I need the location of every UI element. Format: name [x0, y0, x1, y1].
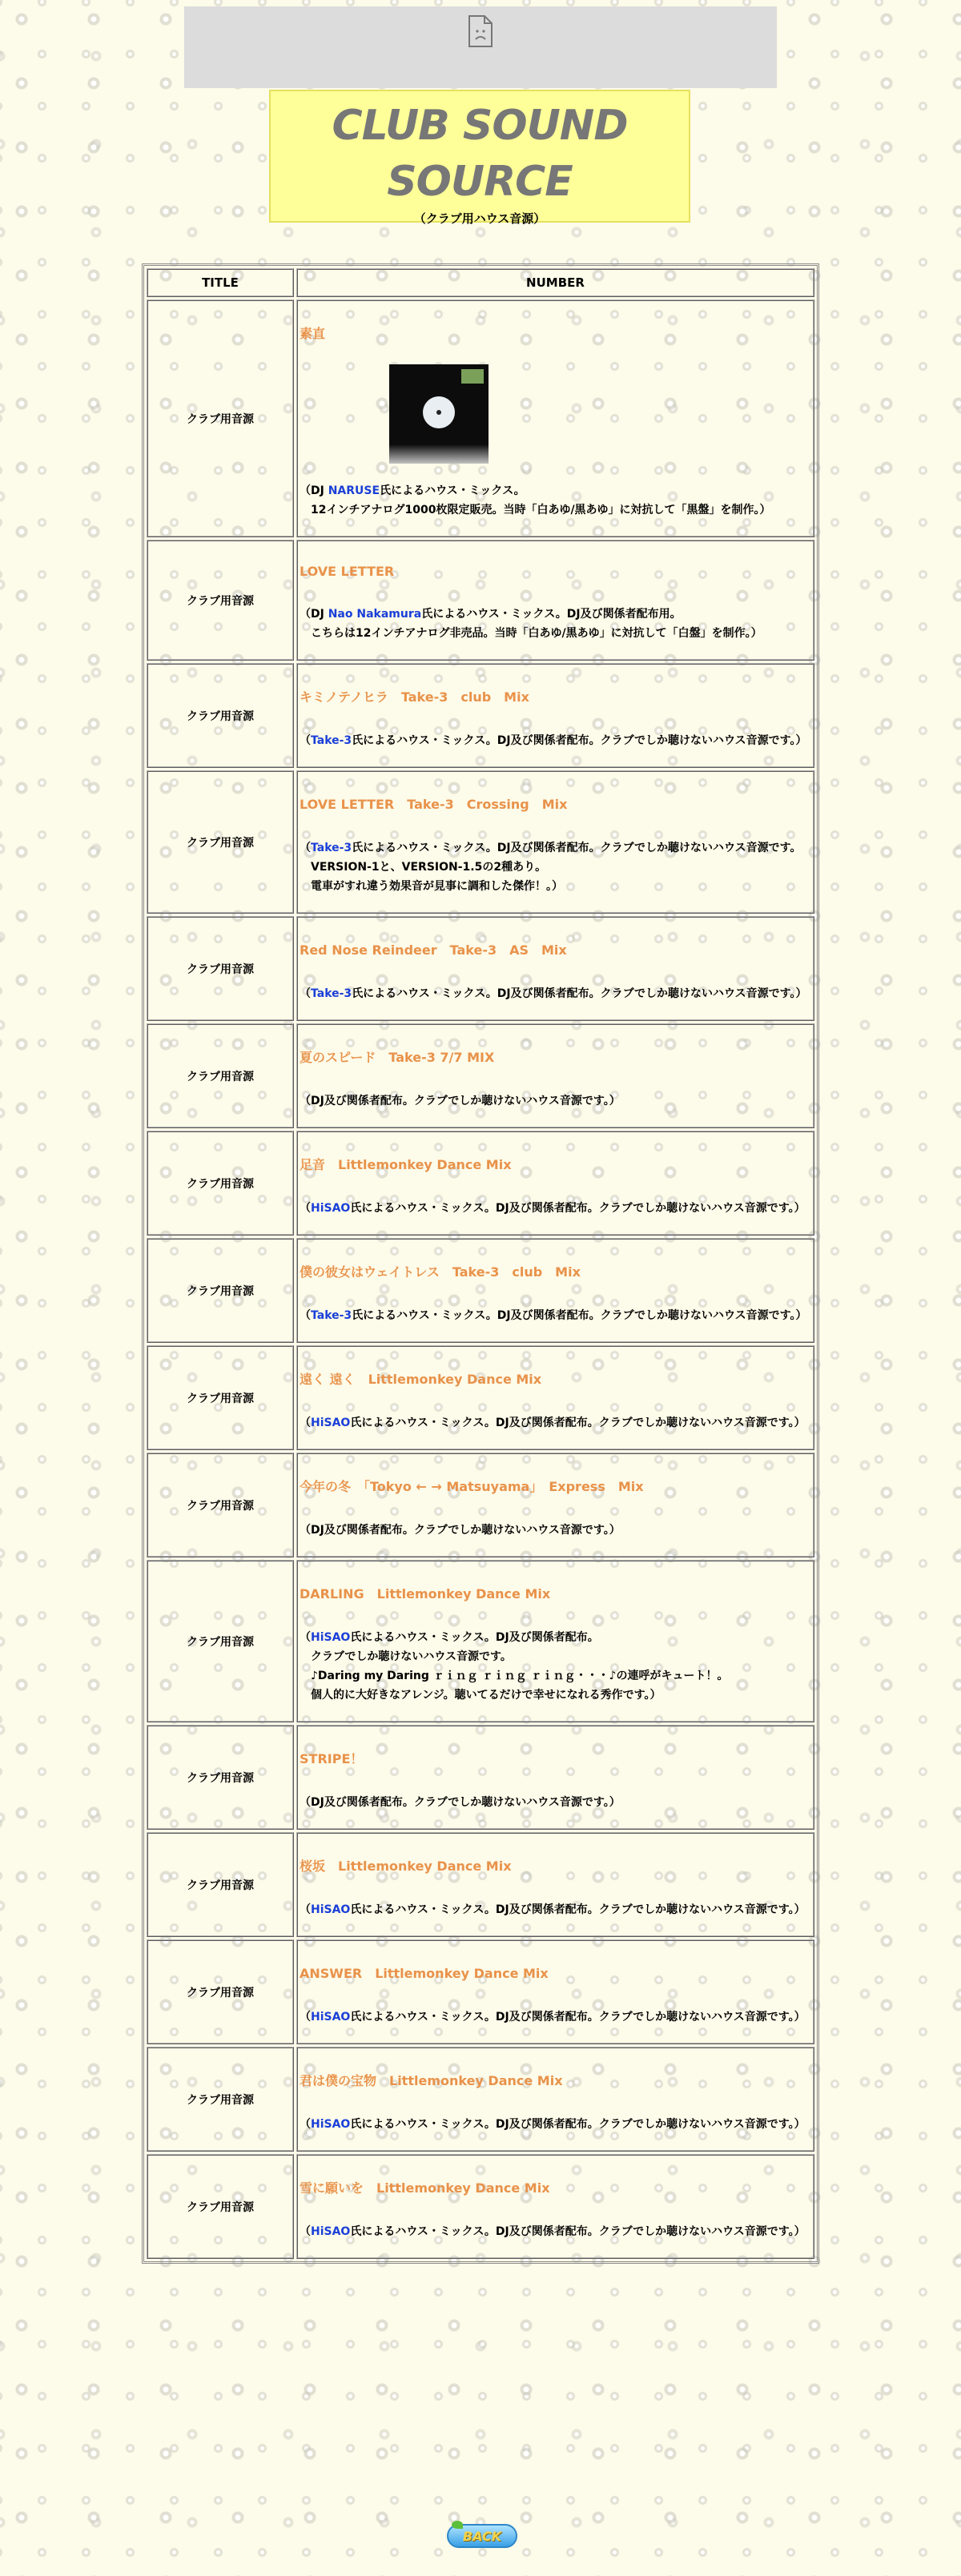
description-line [300, 858, 810, 877]
description-text: ♪Daring my Daring ｒｉｎｇ ｒｉｎｇ ｒｉｎｇ・・・♪の連呼がキュート！。 [300, 1670, 729, 1682]
row-category: クラブ用音源 [147, 663, 294, 768]
artist-link[interactable]: Take-3 [311, 1309, 352, 1322]
description-line [300, 624, 810, 643]
row-category: クラブ用音源 [147, 916, 294, 1021]
artist-link[interactable]: Take-3 [311, 987, 352, 1000]
song-title: LOVE LETTER [300, 564, 395, 579]
song-description [300, 605, 810, 643]
row-category: クラブ用音源 [147, 1453, 294, 1557]
artist-link[interactable]: HiSAO [311, 1903, 351, 1916]
description-line [300, 1306, 810, 1325]
song-description [300, 984, 810, 1003]
description-text: 氏によるハウス・ミックス。 [380, 484, 525, 497]
description-text: 氏によるハウス・ミックス。DJ及び関係者配布。クラブでしか聴けないハウス音源です。） [352, 1309, 807, 1322]
artist-link[interactable]: HiSAO [311, 1202, 351, 1215]
description-text: こちらは12インチアナログ非売品。当時「白あゆ/黒あゆ」に対抗して「白盤」を制作。） [300, 627, 762, 640]
description-text: （ [300, 1417, 311, 1429]
row-details [296, 1832, 814, 1937]
description-line [300, 877, 810, 896]
table-row [147, 2047, 814, 2152]
description-text: （DJ及び関係者配布。クラブでしか聴けないハウス音源です。） [300, 1095, 621, 1107]
row-details [296, 1238, 814, 1343]
description-text: （DJ及び関係者配布。クラブでしか聴けないハウス音源です。） [300, 1524, 621, 1537]
description-text: 個人的に大好きなアレンジ。聴いてるだけで幸せになれる秀作です。） [300, 1689, 661, 1702]
description-text: 電車がすれ違う効果音が見事に調和した傑作！。） [300, 880, 563, 893]
artist-link[interactable]: HiSAO [311, 2118, 351, 2131]
table-row [147, 1939, 814, 2044]
table-body [147, 299, 814, 2259]
table-row [147, 1131, 814, 1236]
title-column-header: TITLE [147, 268, 294, 297]
table-row [147, 1238, 814, 1343]
description-line [300, 2222, 810, 2241]
description-text: 氏によるハウス・ミックス。DJ及び関係者配布。クラブでしか聴けないハウス音源です。） [350, 1903, 806, 1916]
row-category: クラブ用音源 [147, 299, 294, 537]
row-details [296, 916, 814, 1021]
table-row [147, 770, 814, 914]
row-details [296, 1725, 814, 1830]
song-description [300, 2007, 810, 2027]
song-title: 夏のスピード Take-3 7/7 MIX [300, 1050, 495, 1065]
description-line [300, 605, 810, 624]
back-button-label: BACK [462, 2528, 502, 2544]
description-text: 氏によるハウス・ミックス。DJ及び関係者配布。クラブでしか聴けないハウス音源です。） [350, 2118, 806, 2131]
broken-image-icon [467, 14, 494, 48]
table-row [147, 663, 814, 768]
song-description [300, 481, 810, 520]
description-text: （ [300, 1903, 311, 1916]
song-description [300, 1413, 810, 1433]
page-title-box [269, 90, 690, 226]
description-line [300, 2115, 810, 2134]
song-title: ANSWER Littlemonkey Dance Mix [300, 1966, 549, 1981]
song-title: 雪に願いを Littlemonkey Dance Mix [300, 2180, 550, 2196]
song-description [300, 1793, 810, 1812]
description-text: VERSION-1と、VERSION-1.5の2種あり。 [300, 861, 547, 874]
song-description [300, 2222, 810, 2241]
song-title: キミノテノヒラ Take-3 club Mix [300, 689, 529, 705]
song-title: 素直 [300, 326, 326, 341]
row-details [296, 1345, 814, 1450]
number-column-header: NUMBER [296, 268, 814, 297]
row-details [296, 1939, 814, 2044]
song-title: Red Nose Reindeer Take-3 AS Mix [300, 942, 567, 958]
row-details [296, 1023, 814, 1128]
row-category: クラブ用音源 [147, 1560, 294, 1722]
artist-link[interactable]: HiSAO [311, 1631, 351, 1644]
description-text: （ [300, 1309, 311, 1322]
row-details [296, 1560, 814, 1722]
artist-link[interactable]: Take-3 [311, 842, 352, 854]
description-text: 氏によるハウス・ミックス。DJ及び関係者配布。クラブでしか聴けないハウス音源です。） [350, 2225, 806, 2238]
row-category: クラブ用音源 [147, 1238, 294, 1343]
description-line [300, 1793, 810, 1812]
table-row [147, 2154, 814, 2259]
description-text: 氏によるハウス・ミックス。DJ及び関係者配布用。 [421, 608, 682, 621]
row-category: クラブ用音源 [147, 2047, 294, 2152]
page-subtitle: （クラブ用ハウス音源） [413, 211, 546, 226]
description-line [300, 1647, 810, 1666]
song-title: DARLING Littlemonkey Dance Mix [300, 1586, 551, 1601]
table-row [147, 540, 814, 661]
description-text: （ [300, 1631, 311, 1644]
description-text: 氏によるハウス・ミックス。DJ及び関係者配布。 [350, 1631, 599, 1644]
description-text: 氏によるハウス・ミックス。DJ及び関係者配布。クラブでしか聴けないハウス音源です。） [350, 2011, 806, 2023]
song-description [300, 731, 810, 750]
description-line [300, 481, 810, 500]
table-row [147, 916, 814, 1021]
row-category: クラブ用音源 [147, 770, 294, 914]
song-description [300, 1091, 810, 1111]
song-title: 足音 Littlemonkey Dance Mix [300, 1157, 512, 1172]
artist-link[interactable]: NARUSE [328, 484, 380, 497]
artist-link[interactable]: Take-3 [311, 734, 352, 747]
row-details [296, 770, 814, 914]
description-text: （ [300, 2225, 311, 2238]
song-description [300, 838, 810, 896]
description-line [300, 1686, 810, 1705]
song-description [300, 1900, 810, 1919]
row-category: クラブ用音源 [147, 1939, 294, 2044]
description-text: 氏によるハウス・ミックス。DJ及び関係者配布。クラブでしか聴けないハウス音源です。） [352, 987, 807, 1000]
row-details [296, 1453, 814, 1557]
description-line [300, 1666, 810, 1686]
back-button-icon [452, 2521, 463, 2529]
description-text: （DJ [300, 484, 328, 497]
header-banner [184, 6, 777, 88]
description-line [300, 1091, 810, 1111]
description-text: 氏によるハウス・ミックス。DJ及び関係者配布。クラブでしか聴けないハウス音源です。） [350, 1417, 806, 1429]
description-line [300, 838, 810, 858]
description-text: 氏によるハウス・ミックス。DJ及び関係者配布。クラブでしか聴けないハウス音源です。） [352, 734, 807, 747]
sound-source-table [142, 263, 819, 2264]
song-title: 遠く 遠く Littlemonkey Dance Mix [300, 1372, 542, 1387]
song-description [300, 1199, 810, 1218]
description-text: （DJ [300, 608, 328, 621]
description-line [300, 1521, 810, 1540]
description-text: （DJ及び関係者配布。クラブでしか聴けないハウス音源です。） [300, 1796, 621, 1809]
table-header-row [147, 268, 814, 297]
description-text: （ [300, 734, 311, 747]
row-details [296, 1131, 814, 1236]
song-title: 君は僕の宝物 Littlemonkey Dance Mix [300, 2073, 563, 2088]
row-category: クラブ用音源 [147, 1725, 294, 1830]
page-title: CLUB SOUND SOURCE [332, 102, 628, 206]
back-button[interactable] [447, 2524, 517, 2548]
description-text: 氏によるハウス・ミックス。DJ及び関係者配布。クラブでしか聴けないハウス音源です。） [350, 1202, 806, 1215]
table-row [147, 1725, 814, 1830]
description-line [300, 1413, 810, 1433]
description-text: クラブでしか聴けないハウス音源です。 [300, 1650, 512, 1663]
description-line [300, 500, 810, 520]
artist-link[interactable]: HiSAO [311, 1417, 351, 1429]
table-row [147, 1832, 814, 1937]
description-text: 12インチアナログ1000枚限定販売。当時「白あゆ/黒あゆ」に対抗して「黒盤」を制作。） [300, 504, 771, 516]
table-row [147, 1345, 814, 1450]
vinyl-record-image [389, 364, 489, 464]
row-category: クラブ用音源 [147, 540, 294, 661]
row-details [296, 299, 814, 537]
description-text: （ [300, 987, 311, 1000]
song-description [300, 1521, 810, 1540]
song-title: 桜坂 Littlemonkey Dance Mix [300, 1859, 512, 1874]
description-text: （ [300, 842, 311, 854]
row-details [296, 2047, 814, 2152]
table-row [147, 1560, 814, 1722]
song-title: 僕の彼女はウェイトレス Take-3 club Mix [300, 1264, 581, 1280]
row-details [296, 663, 814, 768]
table-row [147, 1023, 814, 1128]
song-description [300, 1628, 810, 1705]
row-category: クラブ用音源 [147, 1131, 294, 1236]
description-text: （ [300, 2118, 311, 2131]
row-details [296, 2154, 814, 2259]
song-description [300, 2115, 810, 2134]
description-line [300, 1199, 810, 1218]
row-category: クラブ用音源 [147, 1345, 294, 1450]
description-line [300, 2007, 810, 2027]
row-category: クラブ用音源 [147, 1832, 294, 1937]
description-line [300, 984, 810, 1003]
description-line [300, 1628, 810, 1647]
song-description [300, 1306, 810, 1325]
description-text: 氏によるハウス・ミックス。DJ及び関係者配布。クラブでしか聴けないハウス音源です。 [352, 842, 802, 854]
song-title: 今年の冬 「Tokyo ← → Matsuyama」 Express Mix [300, 1479, 644, 1494]
artist-link[interactable]: HiSAO [311, 2225, 351, 2238]
song-title: LOVE LETTER Take-3 Crossing Mix [300, 797, 568, 812]
description-text: （ [300, 1202, 311, 1215]
row-details [296, 540, 814, 661]
table-row [147, 299, 814, 537]
row-category: クラブ用音源 [147, 2154, 294, 2259]
row-category: クラブ用音源 [147, 1023, 294, 1128]
artist-link[interactable]: Nao Nakamura [328, 608, 422, 621]
artist-link[interactable]: HiSAO [311, 2011, 351, 2023]
table-row [147, 1453, 814, 1557]
description-line [300, 1900, 810, 1919]
description-text: （ [300, 2011, 311, 2023]
song-title: STRIPE！ [300, 1751, 364, 1766]
description-line [300, 731, 810, 750]
